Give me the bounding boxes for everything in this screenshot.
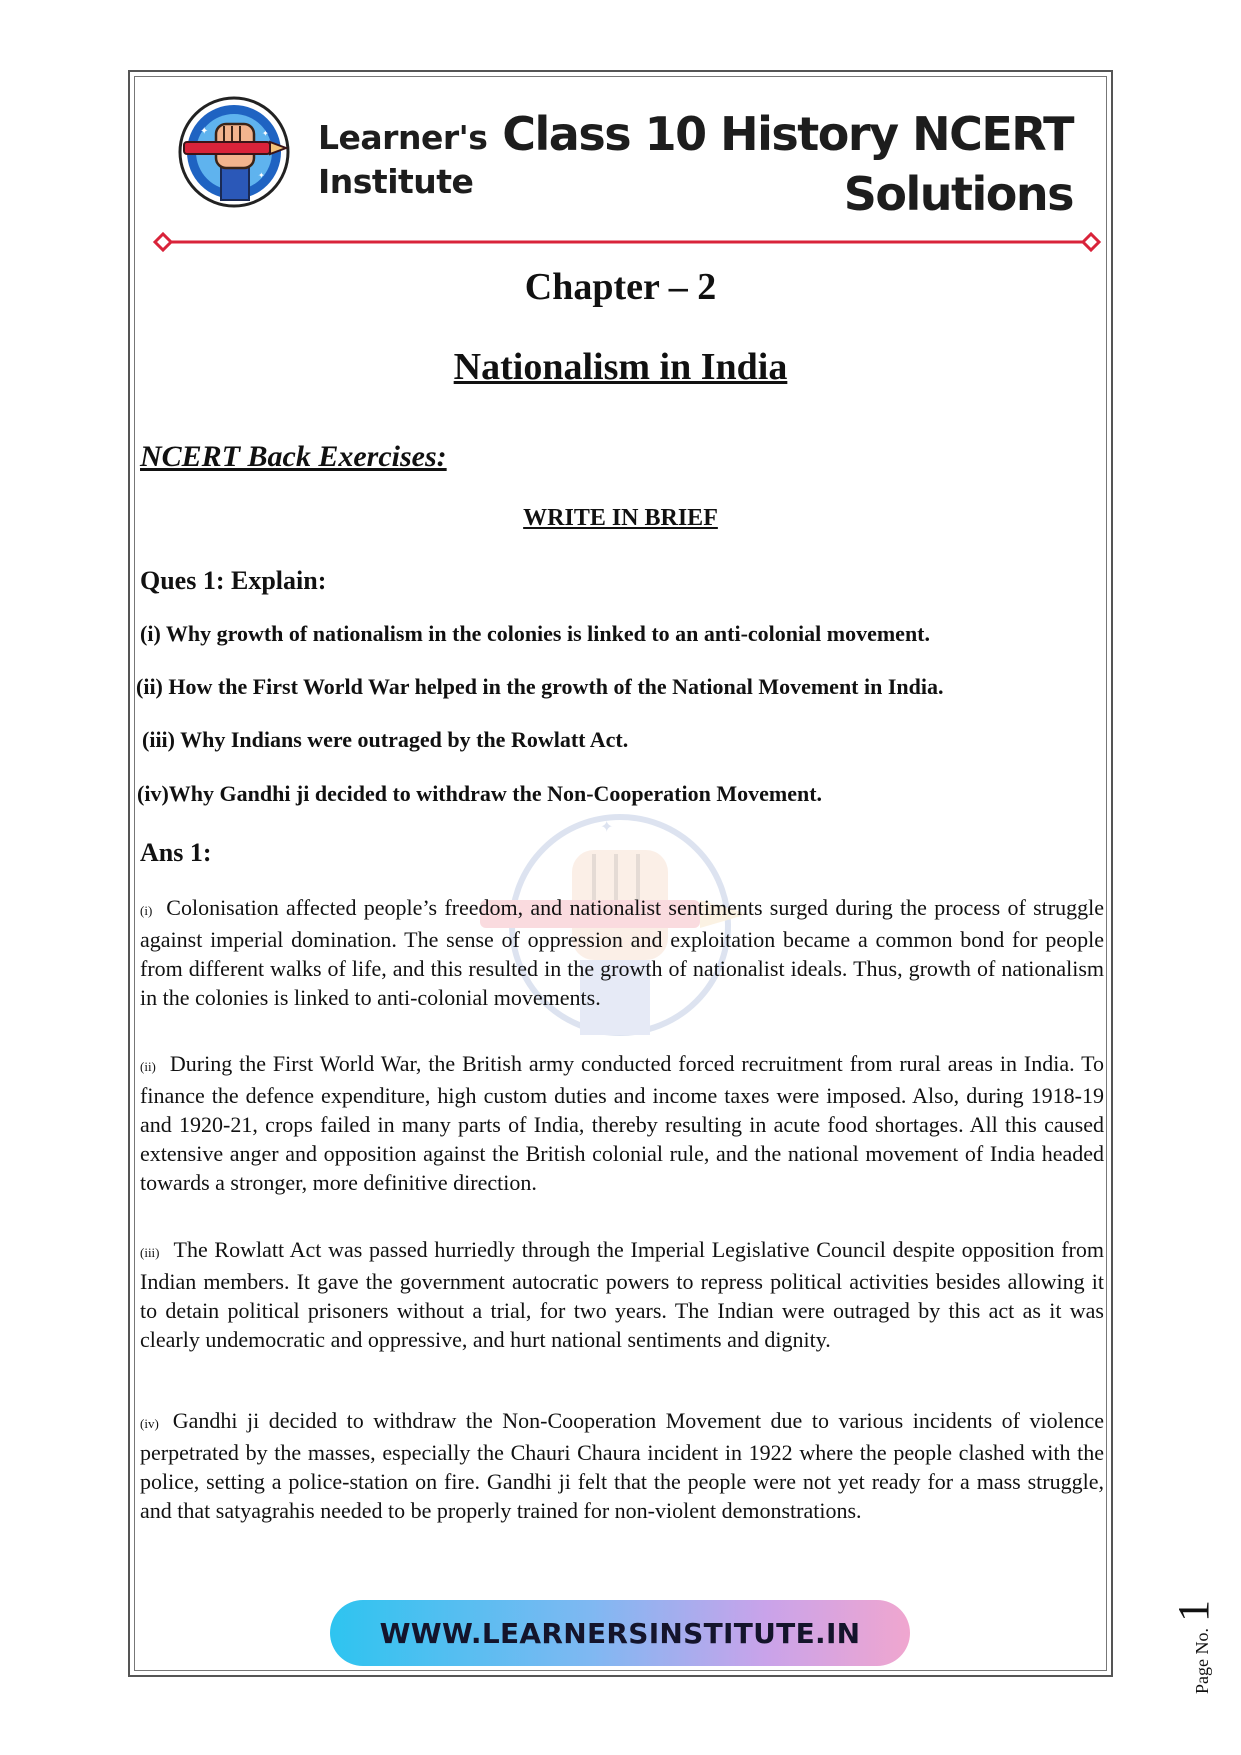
question-item: (ii) How the First World War helped in the growth of the National Movement in India. [136, 674, 944, 699]
paragraph-number: (iii) [140, 1245, 160, 1260]
brand-line-2: Institute [318, 162, 474, 201]
paragraph-number: (iv) [140, 1416, 159, 1431]
answer-paragraph [140, 1235, 1104, 1354]
answer-label: Ans 1: [140, 838, 212, 867]
page-number [1150, 1590, 1240, 1700]
question-item: (iii) Why Indians were outraged by the Rowlatt Act. [142, 727, 629, 752]
svg-text:✦: ✦ [262, 129, 269, 138]
paragraph-text: During the First World War, the British army conducted forced recruitment from rural areas in India. To finance the defence expenditure, high custom duties and income taxes were imposed. Also, during 1918-19 and 1920-21, crops failed in many parts of India, thereby resulting in acute food shortages. All this caused extensive anger and opposition against the British colonial rule, and the national movement of India headed towards a stronger, more definitive direction. [140, 1051, 1104, 1195]
brand-name [318, 116, 487, 204]
header-divider [152, 231, 1102, 253]
chapter-number: Chapter – 2 [524, 266, 717, 308]
paragraph-number: (ii) [140, 1059, 156, 1074]
paragraph-text: Colonisation affected people’s freedom, and nationalist sentiments surged during the process of struggle against imperial domination. The sense of oppression and exploitation became a common bond for people from different walks of life, and this resulted in the growth of nationalist ideals. Thus, growth of nationalism in the colonies is linked to anti-colonial movements. [140, 895, 1104, 1010]
paragraph-text: The Rowlatt Act was passed hurriedly through the Imperial Legislative Council despite opposition from Indian members. It gave the government autocratic powers to repress political activities besides allowing it to detain political prisoners without a trial, for two years. The Indian were outraged by this act as it was clearly undemocratic and oppressive, and hurt national sentiments and dignity. [140, 1237, 1104, 1352]
paragraph-text: Gandhi ji decided to withdraw the Non-Cooperation Movement due to various incidents of violence perpetrated by the masses, especially the Chauri Chaura incident in 1922 where the people clashed with the police, setting a police-station on fire. Gandhi ji felt that the people were not yet ready for a mass struggle, and that satyagrahis needed to be properly trained for non-violent demonstrations. [140, 1408, 1104, 1523]
answer-paragraph [140, 893, 1104, 1012]
page-number-label: Page No. [1192, 1628, 1212, 1694]
brand-line-1: Learner's [318, 118, 488, 157]
fist-pen-logo-icon [178, 96, 290, 208]
svg-text:✦: ✦ [258, 171, 265, 180]
website-link[interactable]: WWW.LEARNERSINSTITUTE.IN [330, 1600, 910, 1666]
page-number-value: 1 [1169, 1600, 1218, 1622]
diamond-icon [1083, 234, 1099, 250]
document-title [502, 104, 1073, 224]
document-title-line-1: Class 10 History NCERT [502, 107, 1073, 161]
question-item: (i) Why growth of nationalism in the colonies is linked to an anti-colonial movement. [140, 621, 931, 646]
document-title-line-2: Solutions [843, 167, 1073, 221]
diamond-icon [155, 234, 171, 250]
question-item: (iv)Why Gandhi ji decided to withdraw the Non-Cooperation Movement. [137, 781, 823, 806]
sub-heading: WRITE IN BRIEF [523, 505, 718, 531]
svg-text:✦: ✦ [200, 126, 209, 137]
answer-paragraph [140, 1049, 1104, 1197]
svg-text:✦: ✦ [600, 817, 614, 836]
chapter-title: Nationalism in India [453, 346, 788, 388]
section-heading: NCERT Back Exercises: [140, 440, 447, 473]
question-label: Ques 1: Explain: [140, 566, 327, 595]
answer-paragraph [140, 1406, 1104, 1525]
paragraph-number: (i) [140, 903, 153, 918]
